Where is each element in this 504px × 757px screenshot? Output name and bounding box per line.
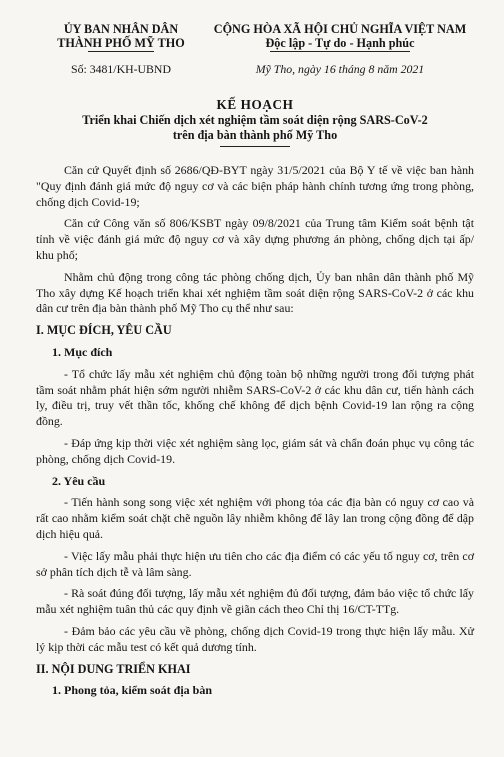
preamble-paragraph: Nhằm chủ động trong công tác phòng chống dịch, Ủy ban nhân dân thành phố Mỹ Tho xây dựng Kế hoạch triển khai xét nghiệm tầm soát diện rộng SARS-CoV-2 ở các khu dân cư trên địa bàn thành phố Mỹ Tho cụ thể như sau: — [36, 269, 474, 316]
motto: Độc lập - Tự do - Hạnh phúc — [265, 36, 415, 50]
authority-line-2: THÀNH PHỐ MỸ THO — [57, 36, 185, 50]
subsection-heading: 1. Phong tỏa, kiểm soát địa bàn — [52, 683, 213, 698]
document-type: KẾ HOẠCH — [216, 97, 294, 112]
purpose-item: - Đáp ứng kịp thời việc xét nghiệm sàng lọc, giám sát và chẩn đoán phục vụ công tác phòng, chống dịch Covid-19. — [36, 435, 474, 466]
title-line-2: trên địa bàn thành phố Mỹ Tho — [172, 128, 338, 142]
section-heading: II. NỘI DUNG TRIỂN KHAI — [36, 661, 191, 676]
purpose-item: - Tổ chức lấy mẫu xét nghiệm chủ động toàn bộ những người trong đối tượng phát tầm soát nhằm phát hiện sớm người nhiễm SARS-CoV-2 ở các khu dân cư, tiến hành cách ly, điều trị, truy vết thần tốc, khống chế không để dịch bệnh Covid-19 lan rộng ra cộng đồng. — [36, 366, 474, 429]
requirement-item: - Đảm bảo các yêu cầu về phòng, chống dịch Covid-19 trong thực hiện lấy mẫu. Xử lý kịp thời các mẫu test có kết quả dương tính. — [36, 623, 474, 654]
requirement-item: - Việc lấy mẫu phải thực hiện ưu tiên cho các địa điểm có các yếu tố nguy cơ, trên cơ sở phân tích dịch tễ và lâm sàng. — [36, 548, 474, 579]
issuing-authority — [36, 22, 206, 77]
subsection-heading: 2. Yêu cầu — [52, 473, 106, 488]
subsection-heading: 1. Mục đích — [52, 344, 113, 359]
authority-line-1: ỦY BAN NHÂN DÂN — [63, 22, 179, 36]
motto-underline — [270, 51, 410, 52]
title-line-1: Triển khai Chiến dịch xét nghiệm tầm soát diện rộng SARS-CoV-2 — [82, 113, 428, 127]
document-header — [36, 22, 474, 84]
preamble-paragraph: Căn cứ Quyết định số 2686/QĐ-BYT ngày 31/5/2021 của Bộ Y tế về việc ban hành "Quy định đánh giá mức độ nguy cơ và các biện pháp hành chính tương ứng trong phòng, chống dịch Covid-19; — [36, 163, 474, 209]
requirement-item: - Rà soát đúng đối tượng, lấy mẫu xét nghiệm đủ đối tượng, đảm bảo việc tổ chức lấy mẫu xét nghiệm tuân thủ các quy định về giãn cách theo Chỉ thị 16/CT-TTg. — [36, 586, 474, 617]
requirement-item: - Tiến hành song song việc xét nghiệm với phong tỏa các địa bàn có nguy cơ cao và rất cao nhằm kiểm soát chặt chẽ nguồn lây nhiễm không để lây lan trong cộng đồng để dập dịch hiệu quả. — [36, 495, 474, 541]
document-title-block — [36, 97, 474, 147]
preamble-paragraph: Căn cứ Công văn số 806/KSBT ngày 09/8/2021 của Trung tâm Kiểm soát bệnh tật tỉnh về việc đánh giá mức độ nguy cơ và xây dựng phương án phòng, chống dịch tại ấp/ khu phố; — [36, 216, 474, 262]
document-body — [36, 163, 474, 705]
document-number: Số: 3481/KH-UBND — [71, 62, 171, 76]
country-name: CỘNG HÒA XÃ HỘI CHỦ NGHĨA VIỆT NAM — [213, 22, 467, 36]
section-heading: I. MỤC ĐÍCH, YÊU CẦU — [36, 323, 172, 338]
title-underline — [220, 146, 290, 147]
authority-underline — [88, 51, 154, 52]
national-motto — [206, 22, 474, 77]
document-date: Mỹ Tho, ngày 16 tháng 8 năm 2021 — [255, 62, 425, 76]
